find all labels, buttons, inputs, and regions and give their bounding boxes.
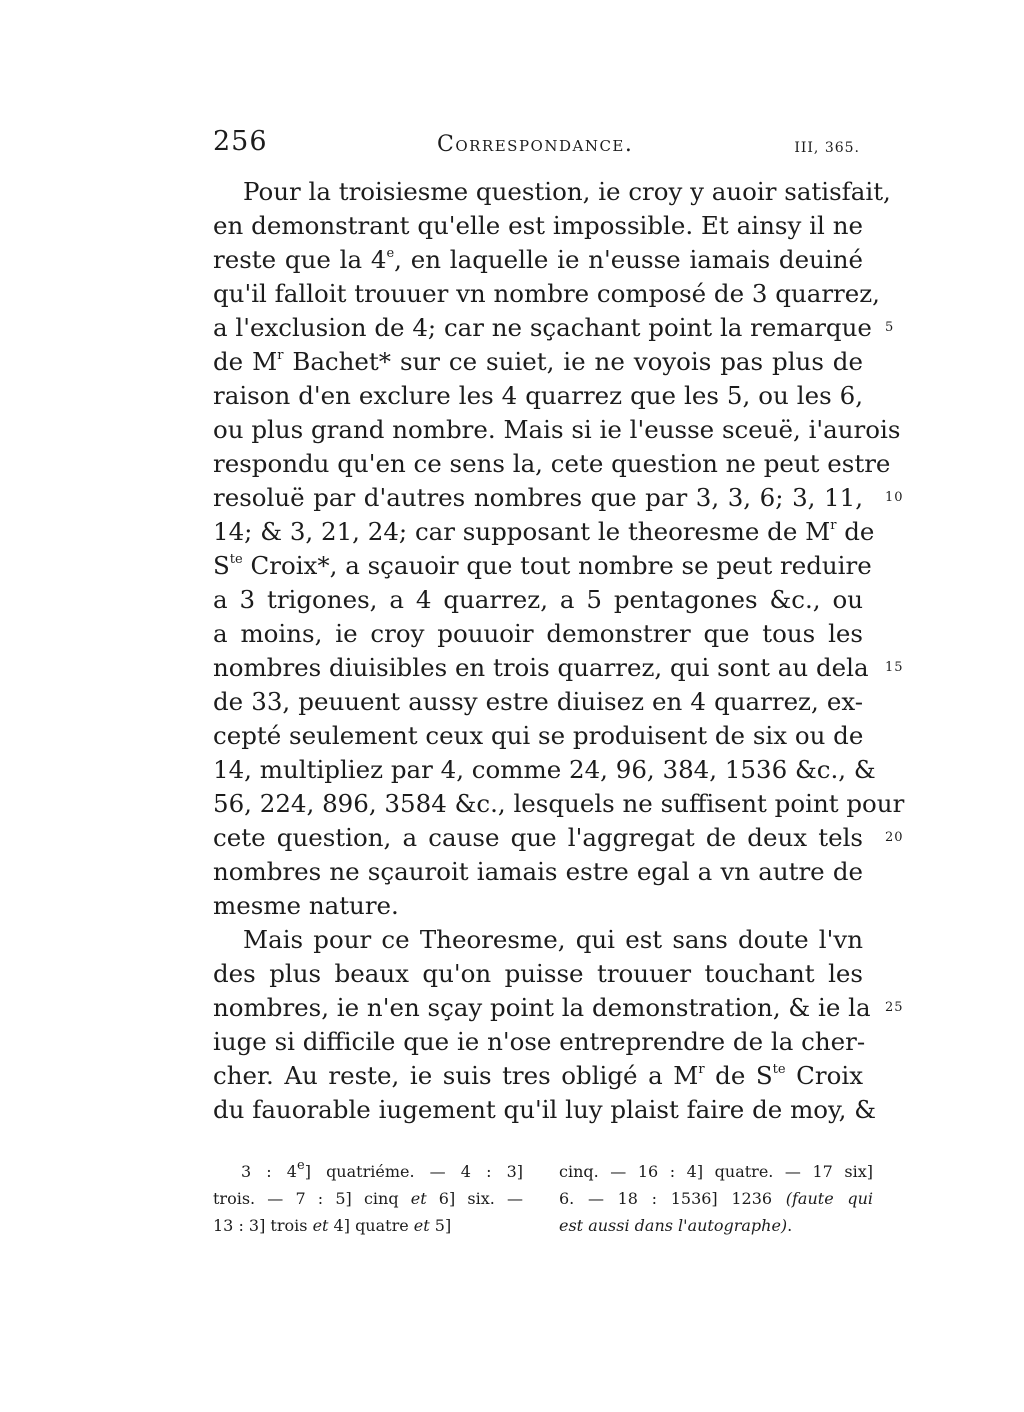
text-line-content: nombres ne sçauroit iamais estre egal a vn autre de [213, 857, 863, 886]
text-line [213, 685, 863, 719]
note-line: 13 : 3] trois et 4] quatre et 5] [213, 1216, 452, 1235]
notes-left-column [213, 1158, 523, 1239]
text-line [213, 957, 863, 991]
text-line [213, 311, 895, 345]
text-line-content: iuge si difficile que ie n'ose entreprendre de la cher- [213, 1027, 866, 1056]
text-line-content: nombres, ie n'en sçay point la demonstration, & ie la [213, 993, 871, 1022]
text-line [213, 1093, 877, 1127]
note-line: trois. — 7 : 5] cinq et 6] six. — [213, 1189, 523, 1208]
text-line [213, 447, 891, 481]
text-line [213, 549, 872, 583]
text-line-content: cher. Au reste, ie suis tres obligé a $M^r$ de $S^{te}$ Croix [213, 1061, 864, 1090]
letter-text [213, 175, 905, 1127]
text-line-content: a 3 trigones, a 4 quarrez, a 5 pentagones &c., ou [213, 585, 863, 614]
text-line [213, 991, 904, 1025]
volume-reference: III, 365. [794, 140, 860, 156]
page-number: 256 [213, 126, 268, 157]
text-line-content: 14, multipliez par 4, comme 24, 96, 384, 1536 &c., & [213, 755, 876, 784]
text-line-content: Pour la troisiesme question, ie croy y auoir satisfait, [243, 177, 891, 206]
note-line: est aussi dans l'autographe). [559, 1216, 793, 1235]
text-line-content: a moins, ie croy pouuoir demonstrer que tous les [213, 619, 863, 648]
text-line [213, 787, 905, 821]
text-line-content: de 33, peuuent aussy estre diuisez en 4 quarrez, ex- [213, 687, 863, 716]
running-title: Correspondance. [437, 132, 634, 157]
text-line-content: cepté seulement ceux qui se produisent de six ou de [213, 721, 864, 750]
text-line-content: cete question, a cause que l'aggregat de deux tels [213, 823, 863, 852]
text-line-content: 14; & 3, 21, 24; car supposant le theoresme de $M^r$ de [213, 517, 875, 546]
text-line [213, 413, 901, 447]
text-line [213, 923, 863, 957]
text-line [213, 1059, 863, 1093]
text-line-content: raison d'en exclure les 4 quarrez que les 5, ou les 6, [213, 381, 863, 410]
text-line-content: mesme nature. [213, 891, 399, 920]
note-line: cinq. — 16 : 4] quatre. — 17 six] [559, 1162, 873, 1181]
text-line [213, 345, 863, 379]
text-line-content: des plus beaux qu'on puisse trouuer touchant les [213, 959, 863, 988]
text-line-content: 56, 224, 896, 3584 &c., lesquels ne suffisent point pour [213, 789, 905, 818]
text-line-content: ou plus grand nombre. Mais si ie l'eusse sceuë, i'aurois [213, 415, 901, 444]
line-number: 25 [885, 1000, 904, 1015]
note-line: 6. — 18 : 1536] 1236 (faute qui [559, 1189, 873, 1208]
text-line [213, 277, 880, 311]
text-line [213, 1025, 866, 1059]
text-line [213, 209, 863, 243]
text-line-content: Mais pour ce Theoresme, qui est sans doute l'vn [243, 925, 863, 954]
text-line [213, 855, 863, 889]
text-line [213, 481, 904, 515]
line-number: 5 [885, 320, 895, 335]
text-line [213, 175, 891, 209]
note-line: 3 : 4e] quatriéme. — 4 : 3] [241, 1157, 524, 1181]
text-line-content: respondu qu'en ce sens la, cete question ne peut estre [213, 449, 891, 478]
text-line-content: resoluë par d'autres nombres que par 3, 3, 6; 3, 11, [213, 483, 863, 512]
text-line [213, 379, 863, 413]
text-line-content: $S^{te}$ Croix*, a sçauoir que tout nombre se peut reduire [213, 551, 872, 580]
text-line [213, 719, 863, 753]
text-line-content: de $M^r$ Bachet* sur ce suiet, ie ne voyois pas plus de [213, 347, 863, 376]
notes-right-column [559, 1158, 873, 1239]
text-line [213, 243, 863, 277]
text-line [213, 617, 863, 651]
text-line [213, 753, 876, 787]
line-number: 20 [885, 830, 904, 845]
text-line [213, 889, 863, 923]
text-line-content: a l'exclusion de 4; car ne sçachant point la remarque [213, 313, 872, 342]
text-line [213, 821, 904, 855]
text-line [213, 583, 863, 617]
line-number: 15 [885, 660, 904, 675]
text-line [213, 515, 875, 549]
text-line [213, 651, 904, 685]
text-line-content: reste que la 4e, en laquelle ie n'eusse iamais deuiné [213, 245, 863, 274]
running-header [213, 126, 860, 166]
text-line-content: qu'il falloit trouuer vn nombre composé de 3 quarrez, [213, 279, 880, 308]
text-line-content: en demonstrant qu'elle est impossible. Et ainsy il ne [213, 211, 863, 240]
text-line-content: nombres diuisibles en trois quarrez, qui sont au dela [213, 653, 869, 682]
line-number: 10 [885, 490, 904, 505]
text-line-content: du fauorable iugement qu'il luy plaist faire de moy, & [213, 1095, 877, 1124]
